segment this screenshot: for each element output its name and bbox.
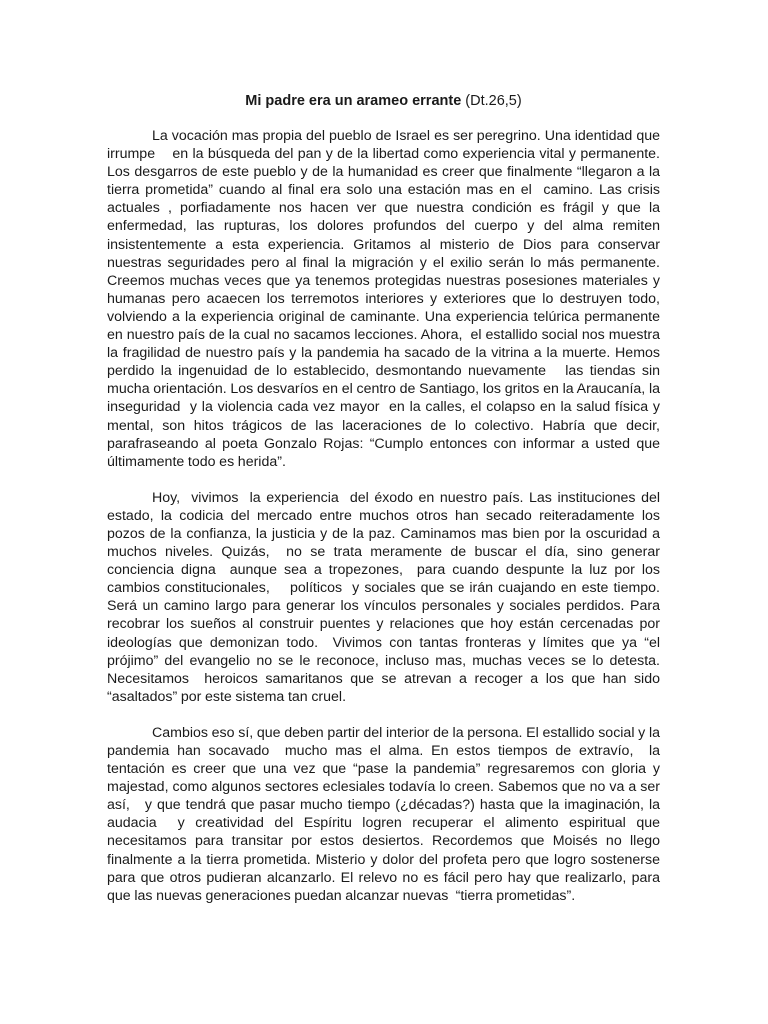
paragraph-1: La vocación mas propia del pueblo de Israel es ser peregrino. Una identidad que irrumpe en la búsqueda del pan y de la libertad como experiencia vital y permanente. Los desgarros de este pueblo y de la humanidad es creer que finalmente “llegaron a la tierra prometida” cuando al final era solo una estación mas en el camino. Las crisis actuales , porfiadamente nos hacen ver que nuestra condición es frágil y que la enfermedad, las rupturas, los dolores profundos del cuerpo y del alma remiten insistentemente a esta experiencia. Gritamos al misterio de Dios para conservar nuestras seguridades pero al final la migración y el exilio serán lo más permanente. Creemos muchas veces que ya tenemos protegidas nuestras posesiones materiales y humanas pero acaecen los terremotos interiores y exteriores que lo destruyen todo, volviendo a la experiencia original de caminante. Una experiencia telúrica permanente en nuestro país de la cual no sacamos lecciones. Ahora, el estallido social nos muestra la fragilidad de nuestro país y la pandemia ha sacado de la vitrina a la muerte. Hemos perdido la ingenuidad de lo establecido, desmontando nuevamente las tiendas sin mucha orientación. Los desvaríos en el centro de Santiago, los gritos en la Araucanía, la inseguridad y la violencia cada vez mayor en la calles, el colapso en la salud física y mental, son hitos trágicos de las laceraciones de lo colectivo. Habría que decir, parafraseando al poeta Gonzalo Rojas: “Cumplo entonces con informar a usted que últimamente todo es herida”. [107,128,668,470]
title-reference: (Dt.26,5) [461,93,522,109]
title-main-text: Mi padre era un arameo errante [245,93,462,109]
paragraph-3: Cambios eso sí, que deben partir del interior de la persona. El estallido social y la pandemia han socavado mucho mas el alma. En estos tiempos de extravío, la tentación es creer que una vez que “pase la pandemia” regresaremos con gloria y majestad, como algunos sectores eclesiales todavía lo creen. Sabemos que no va a ser así, y que tendrá que pasar mucho tiempo (¿décadas?) hasta que la imaginación, la audacia y creatividad del Espíritu logren recuperar el alimento espiritual que necesitamos para transitar por estos desiertos. Recordemos que Moisés no llego finalmente a la tierra prometida. Misterio y dolor del profeta pero que logro sostenerse para que otros pudieran alcanzarlo. El relevo no es fácil pero hay que realizarlo, para que las nuevas generaciones puedan alcanzar nuevas “tierra prometidas”. [107,724,664,904]
document-title [107,92,660,110]
paragraph-2: Hoy, vivimos la experiencia del éxodo en nuestro país. Las instituciones del estado, la codicia del mercado entre muchos otros han secado reiteradamente los pozos de la confianza, la justicia y de la paz. Caminamos mas bien por la oscuridad a muchos niveles. Quizás, no se trata meramente de buscar el día, sino generar conciencia digna aunque sea a tropezones, para cuando despunte la luz por los cambios constitucionales, políticos y sociales que se irán cuajando en este tiempo. Será un camino largo para generar los vínculos personales y sociales perdidos. Para recobrar los sueños al construir puentes y relaciones que hoy están cercenadas por ideologías que demonizan todo. Vivimos con tantas fronteras y límites que ya “el prójimo” del evangelio no se le reconoce, incluso mas, muchas veces se lo detesta. Necesitamos heroicos samaritanos que se atrevan a recoger a los que han sido “asaltados” por este sistema tan cruel. [107,489,664,705]
document-page [107,92,668,923]
